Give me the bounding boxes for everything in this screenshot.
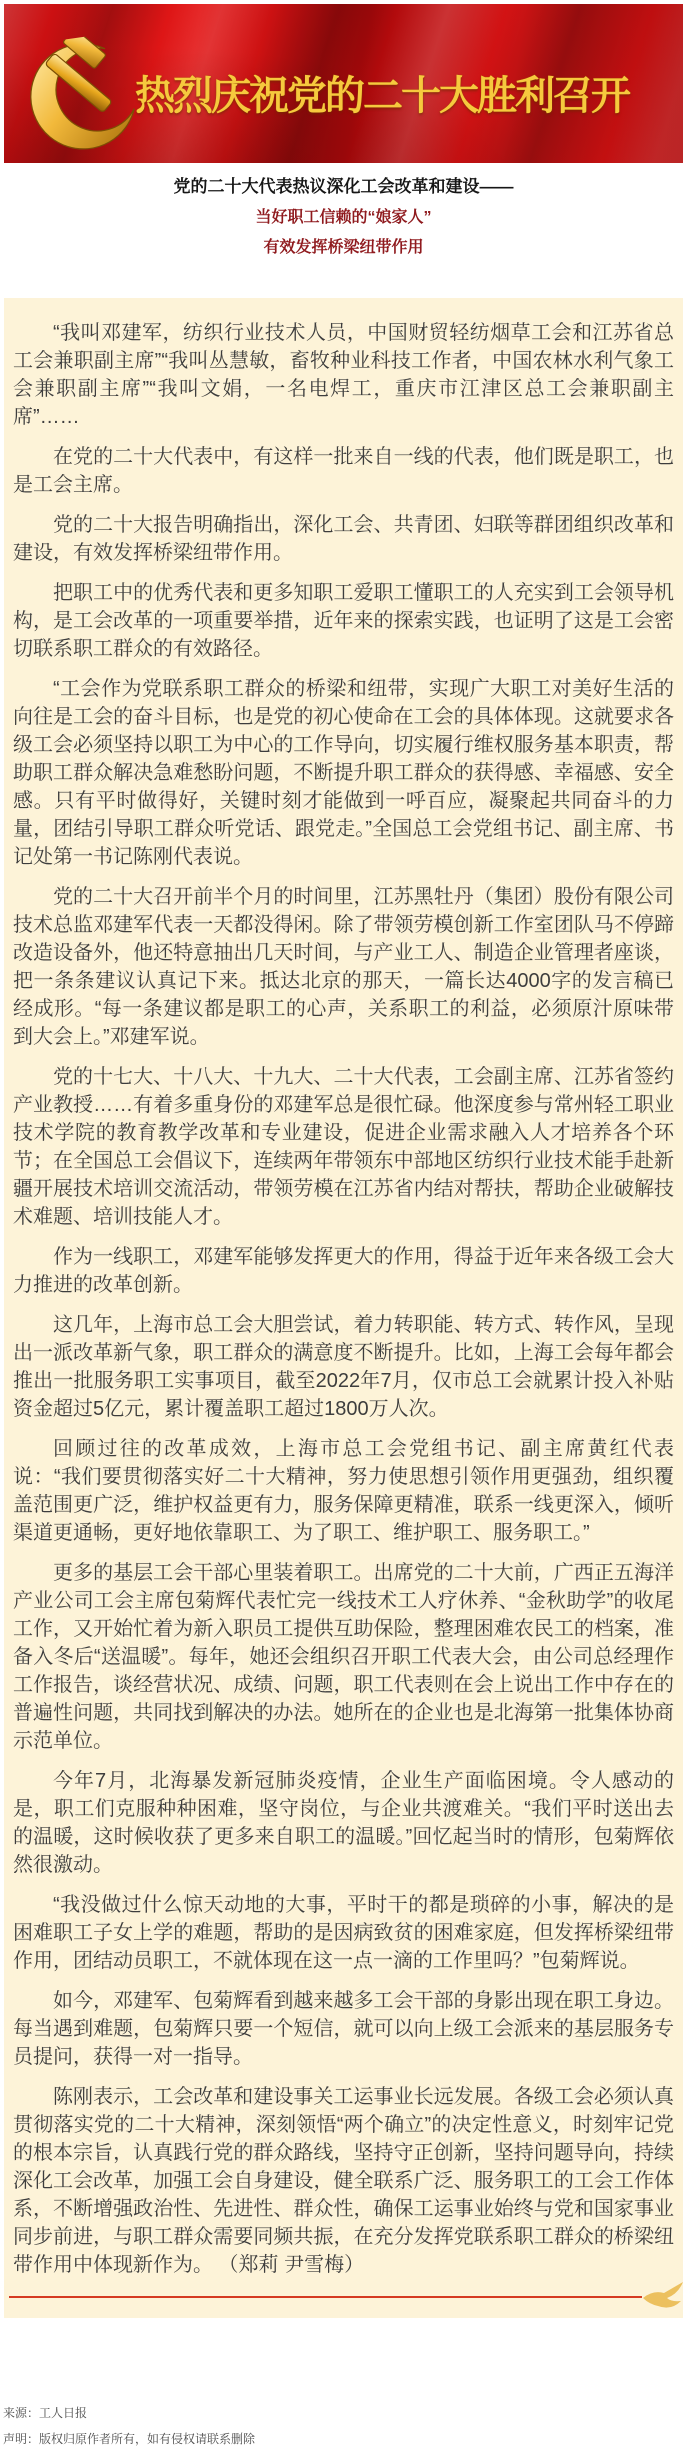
divider-line xyxy=(9,2296,642,2298)
paragraph: 今年7月，北海暴发新冠肺炎疫情，企业生产面临困境。令人感动的是，职工们克服种种困难，坚守岗位，与企业共渡难关。“我们平时送出去的温暖，这时候收获了更多来自职工的温暖。”回忆起当时的情形，包菊辉依然很激动。 xyxy=(13,1770,674,1876)
paragraph: 更多的基层工会干部心里装着职工。出席党的二十大前，广西正五海洋产业公司工会主席包菊辉代表忙完一线技术工人疗休养、“金秋助学”的收尾工作，又开始忙着为新入职员工提供互助保险，整理困难农民工的档案，准备入冬后“送温暖”。每年，她还会组织召开职工代表大会，由公司总经理作工作报告，谈经营状况、成绩、问题，职工代表则在会上说出工作中存在的普遍性问题，共同找到解决的办法。她所在的企业也是北海第一批集体协商示范单位。 xyxy=(13,1562,674,1752)
article-end-divider xyxy=(13,2289,674,2305)
paragraph: 作为一线职工，邓建军能够发挥更大的作用，得益于近年来各级工会大力推进的改革创新。 xyxy=(13,1246,674,1296)
paragraph: “我没做过什么惊天动地的大事，平时干的都是琐碎的小事，解决的是困难职工子女上学的难题，帮助的是因病致贫的困难家庭，但发挥桥梁纽带作用，团结动员职工，不就体现在这一点一滴的工作里吗？”包菊辉说。 xyxy=(13,1894,674,1972)
paragraph: 陈刚表示，工会改革和建设事关工运事业长远发展。各级工会必须认真贯彻落实党的二十大精神，深刻领悟“两个确立”的决定性意义，时刻牢记党的根本宗旨，认真践行党的群众路线，坚持守正创新，坚持问题导向，持续深化工会改革，加强工会自身建设，健全联系广泛、服务职工的工会工作体系，不断增强政治性、先进性、群众性，确保工运事业始终与党和国家事业同步前进，与职工群众需要同频共振，在充分发挥党联系职工群众的桥梁纽带作用中体现新作为。 （郑莉 尹雪梅） xyxy=(13,2086,674,2276)
paragraph: 如今，邓建军、包菊辉看到越来越多工会干部的身影出现在职工身边。每当遇到难题，包菊辉只要一个短信，就可以向上级工会派来的基层服务专员提问，获得一对一指导。 xyxy=(13,1990,674,2068)
paragraph: 党的二十大报告明确指出，深化工会、共青团、妇联等群团组织改革和建设，有效发挥桥梁纽带作用。 xyxy=(13,514,674,564)
banner-image xyxy=(4,4,683,163)
paragraph: 在党的二十大代表中，有这样一批来自一线的代表，他们既是职工，也是工会主席。 xyxy=(13,446,674,496)
source-label: 来源：工人日报 xyxy=(3,2406,88,2420)
paragraph: 党的二十大召开前半个月的时间里，江苏黑牡丹（集团）股份有限公司技术总监邓建军代表一天都没得闲。除了带领劳模创新工作室团队马不停蹄改造设备外，他还特意抽出几天时间，与产业工人、制造企业管理者座谈，把一条条建议认真记下来。抵达北京的那天，一篇长达4000字的发言稿已经成形。“每一条建议都是职工的心声，关系职工的利益，必须原汁原味带到大会上。”邓建军说。 xyxy=(13,886,674,1048)
article-body xyxy=(4,298,683,2318)
paragraph: “工会作为党联系职工群众的桥梁和纽带，实现广大职工对美好生活的向往是工会的奋斗目标，也是党的初心使命在工会的具体体现。这就要求各级工会必须坚持以职工为中心的工作导向，切实履行维权服务基本职责，帮助职工群众解决急难愁盼问题，不断提升职工群众的获得感、幸福感、安全感。只有平时做得好，关键时刻才能做到一呼百应，凝聚起共同奋斗的力量，团结引导职工群众听党话、跟党走。”全国总工会党组书记、副主席、书记处第一书记陈刚代表说。 xyxy=(13,678,674,868)
paragraph: “我叫邓建军，纺织行业技术人员，中国财贸轻纺烟草工会和江苏省总工会兼职副主席”“我叫丛慧敏，畜牧种业科技工作者，中国农林水利气象工会兼职副主席”“我叫文娟，一名电焊工，重庆市江津区总工会兼职副主席”…… xyxy=(13,322,674,428)
paragraph: 把职工中的优秀代表和更多知职工爱职工懂职工的人充实到工会领导机构，是工会改革的一项重要举措，近年来的探索实践，也证明了这是工会密切联系职工群众的有效路径。 xyxy=(13,582,674,660)
dove-icon xyxy=(641,2281,685,2313)
headline-title-line2: 有效发挥桥梁纽带作用 xyxy=(263,239,424,256)
paragraph: 回顾过往的改革成效，上海市总工会党组书记、副主席黄红代表说：“我们要贯彻落实好二十大精神，努力使思想引领作用更强劲，组织覆盖范围更广泛，维护权益更有力，服务保障更精准，联系一线更深入，倾听渠道更通畅，更好地依靠职工、为了职工、维护职工、服务职工。” xyxy=(13,1438,674,1544)
footer xyxy=(3,2406,687,2447)
headline-kicker: 党的二十大代表热议深化工会改革和建设—— xyxy=(173,177,514,196)
paragraph: 党的十七大、十八大、十九大、二十大代表，工会副主席、江苏省签约产业教授……有着多重身份的邓建军总是很忙碌。他深度参与常州轻工职业技术学院的教育教学改革和专业建设，促进企业需求融入人才培养各个环节；在全国总工会倡议下，连续两年带领东中部地区纺织行业技术能手赴新疆开展技术培训交流活动，带领劳模在江苏省内结对帮扶，帮助企业破解技术难题、培训技能人才。 xyxy=(13,1066,674,1228)
paragraph: 这几年，上海市总工会大胆尝试，着力转职能、转方式、转作风，呈现出一派改革新气象，职工群众的满意度不断提升。比如，上海工会每年都会推出一批服务职工实事项目，截至2022年7月，仅市总工会就累计投入补贴资金超过5亿元，累计覆盖职工超过1800万人次。 xyxy=(13,1314,674,1420)
copyright-statement: 声明：版权归原作者所有，如有侵权请联系删除 xyxy=(3,2432,256,2446)
banner-title: 热烈庆祝党的二十大胜利召开 xyxy=(135,74,629,118)
headline-block xyxy=(0,176,687,258)
headline-title-line1: 当好职工信赖的“娘家人” xyxy=(255,209,432,226)
hammer-sickle-icon xyxy=(8,30,152,163)
